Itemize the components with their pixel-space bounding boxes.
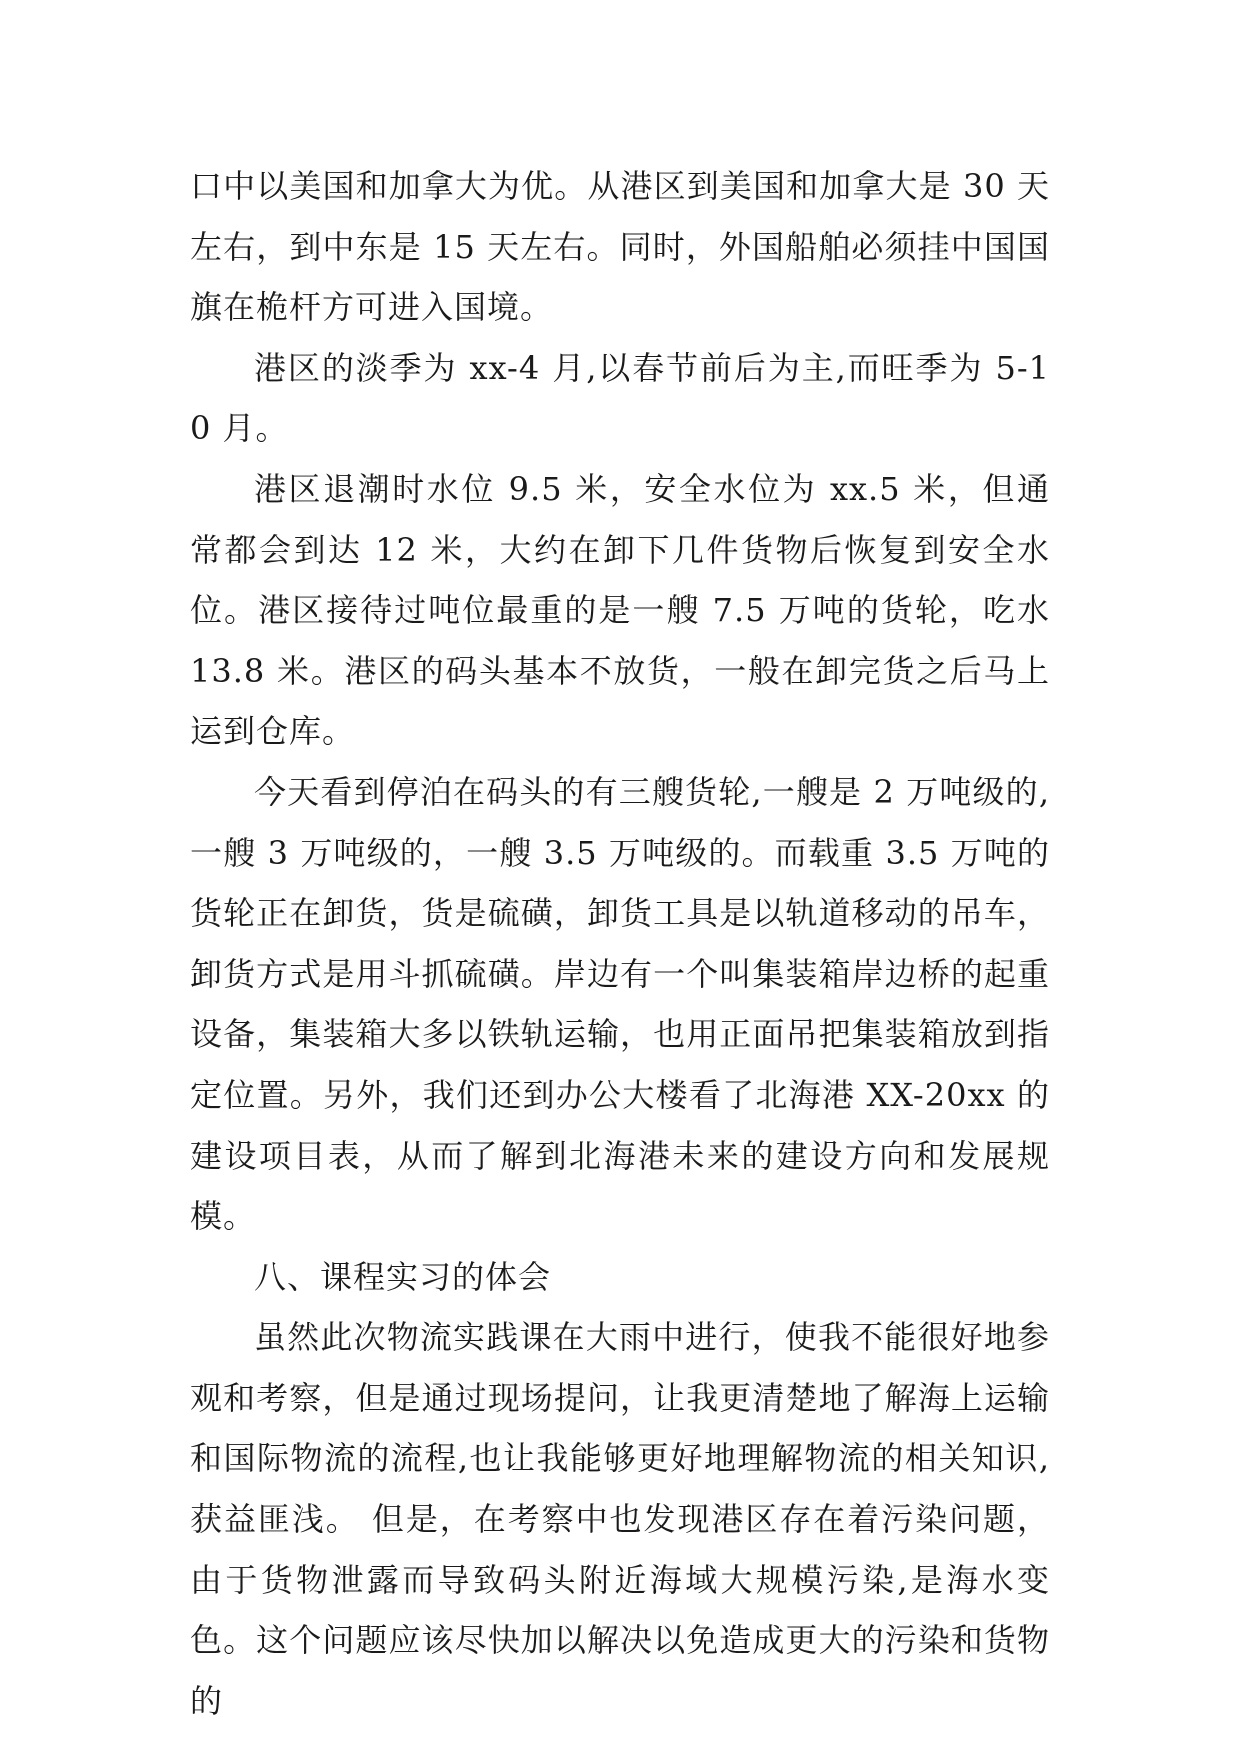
paragraph-water-level: 港区退潮时水位 9.5 米，安全水位为 xx.5 米，但通常都会到达 12 米，大约在卸下几件货物后恢复到安全水位。港区接待过吨位最重的是一艘 7.5 万吨的货轮，吃水 13.8 米。港区的码头基本不放货，一般在卸完货之后马上运到仓库。	[190, 469, 1050, 751]
paragraph-docked-ships: 今天看到停泊在码头的有三艘货轮,一艘是 2 万吨级的,一艘 3 万吨级的，一艘 3.5 万吨级的。而载重 3.5 万吨的货轮正在卸货，货是硫磺，卸货工具是以轨道移动的吊车，卸货方式是用斗抓硫磺。岸边有一个叫集装箱岸边桥的起重设备，集装箱大多以铁轨运输，也用正面吊把集装箱放到指定位置。另外，我们还到办公大楼看了北海港 XX-20xx 的建设项目表，从而了解到北海港未来的建设方向和发展规模。	[190, 772, 1050, 1236]
paragraph-shipping-routes: 口中以美国和加拿大为优。从港区到美国和加拿大是 30 天左右，到中东是 15 天左右。同时，外国船舶必须挂中国国旗在桅杆方可进入国境。	[190, 167, 1050, 327]
paragraph-seasons: 港区的淡季为 xx-4 月,以春节前后为主,而旺季为 5-10 月。	[190, 348, 1050, 448]
paragraph-reflection: 虽然此次物流实践课在大雨中进行，使我不能很好地参观和考察，但是通过现场提问，让我更清楚地了解海上运输和国际物流的流程,也让我能够更好地理解物流的相关知识,获益匪浅。 但是，在考察中也发现港区存在着污染问题，由于货物泄露而导致码头附近海域大规模污染,是海水变色。这个问题应该尽快加以解决以免造成更大的污染和货物的	[190, 1318, 1050, 1720]
section-heading: 八、课程实习的体会	[254, 1257, 552, 1296]
document-body	[190, 156, 1050, 1731]
